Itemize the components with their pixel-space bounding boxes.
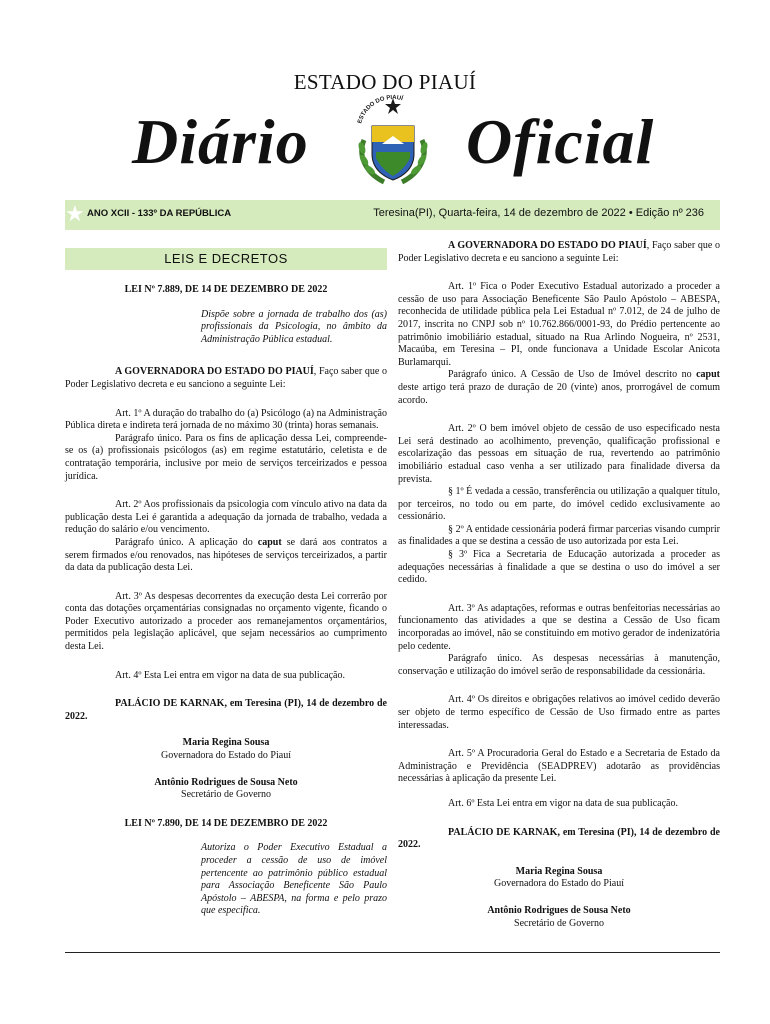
masthead-state: ESTADO DO PIAUÍ [293, 70, 477, 94]
law-title: LEI Nº 7.889, DE 14 DE DEZEMBRO DE 2022 [124, 284, 328, 295]
law-ementa: Autoriza o Poder Executivo Estadual a proceder a cessão de uso de imóvel pertencente ao patrimônio público estadual para Associação Beneficente São Paulo Apóstolo – ABESPA, na forma e pelo prazo que especifica. [201, 842, 387, 917]
paragraph: Parágrafo único. A aplicação do caput se dará aos contratos a serem firmados e/ou renovados, nas hipóteses de serviços terceirizados, a partir da data da publicação desta Lei. [65, 536, 388, 574]
header-band [65, 200, 720, 230]
state-crest-icon [350, 92, 436, 188]
preamble: A GOVERNADORA DO ESTADO DO PIAUÍ, Faço saber que o Poder Legislativo decreta e eu sanciono a seguinte Lei: [65, 366, 387, 390]
paragraph: § 3º Fica a Secretaria de Educação autorizada a proceder as adequações necessárias à finalidade a que se destina o uso do imóvel a ser cedido. [398, 549, 720, 586]
law-title: LEI Nº 7.890, DE 14 DE DEZEMBRO DE 2022 [124, 817, 328, 829]
article: Art. 2º Aos profissionais da psicologia com vínculo ativo na data da publicação desta Lei é garantida a adequação da jornada de trabalho, vedada a redução do salário e/ou vencimento. [65, 499, 387, 536]
svg-text:ESTADO DO PIAUÍ [357, 94, 404, 124]
signature: Antônio Rodrigues de Sousa Neto Secretário de Governo [154, 776, 298, 801]
paragraph: Parágrafo único. As despesas necessárias à manutenção, conservação e utilização do imóvel serão de responsabilidade da cessionária. [398, 653, 720, 677]
left-column [65, 240, 387, 938]
bottom-divider [65, 952, 720, 953]
article: Art. 4º Esta Lei entra em vigor na data de sua publicação. [115, 669, 345, 681]
preamble: A GOVERNADORA DO ESTADO DO PIAUÍ, Faço saber que o Poder Legislativo decreta e eu sanciono a seguinte Lei: [398, 240, 720, 264]
law-ementa: Dispõe sobre a jornada de trabalho dos (as) profissionais da Psicologia, no âmbito da Administração Pública estadual. [201, 308, 387, 345]
paragraph: § 1º É vedada a cessão, transferência ou utilização a qualquer título, por terceiros, no todo ou em parte, do imóvel cedido exclusivamente ao cessionário. [398, 486, 720, 523]
article: Art. 3º As adaptações, reformas e outras benfeitorias necessárias ao funcionamento das atividades a que se destina a Cessão de Uso ficam incorporadas ao imóvel, não se constituindo em motivo gerador de indenizatória pelo cedente. [398, 602, 720, 652]
signature: Maria Regina Sousa Governadora do Estado do Piauí [494, 865, 624, 890]
article: Art. 1º A duração do trabalho do (a) Psicólogo (a) na Administração Pública direta e indireta terá jornada de no máximo 30 (trinta) horas semanais. [65, 407, 387, 432]
signature: Antônio Rodrigues de Sousa Neto Secretário de Governo [487, 904, 631, 929]
edition-date: Teresina(PI), Quarta-feira, 14 de dezembro de 2022 • Edição nº 236 [373, 207, 704, 219]
star-icon: ★ [65, 201, 85, 226]
section-heading: LEIS E DECRETOS [65, 248, 387, 270]
article: Art. 5º A Procuradoria Geral do Estado e a Secretaria de Estado da Administração e Previdência (SEADPREV) adotarão as providências necessárias à aplicação da presente Lei. [398, 748, 720, 785]
article: Art. 6º Esta Lei entra em vigor na data de sua publicação. [448, 797, 678, 809]
closing: PALÁCIO DE KARNAK, em Teresina (PI), 14 de dezembro de 2022. [398, 826, 720, 851]
masthead-title-left: Diário [132, 106, 309, 177]
crest-text: ESTADO DO PIAUÍ [357, 94, 404, 125]
paragraph: Parágrafo único. Para os fins de aplicação dessa Lei, compreende-se os (a) profissionais psicólogos (as) em regime estatutário, celetista e de contratação temporária, inclusive por meio de serviços terceirizados e pessoa jurídica. [65, 432, 387, 482]
article: Art. 4º Os direitos e obrigações relativos ao imóvel cedido deverão ser objeto de termo específico de Cessão de Uso firmado entre as partes interessadas. [398, 694, 720, 731]
edition-year: ANO XCII - 133º DA REPÚBLICA [87, 208, 232, 219]
article: Art. 3º As despesas decorrentes da execução desta Lei correrão por conta das dotações orçamentárias consignadas no orçamento vigente, ficando o Poder Executivo autorizado a proceder aos remanejamentos orçamentários, permitidos pela legislação aplicável, que sejam necessários ao cumprimento desta Lei. [65, 590, 387, 653]
article: Art. 1º Fica o Poder Executivo Estadual autorizado a proceder a cessão de uso para Associação Beneficente São Paulo Apóstolo – ABESPA, reconhecida de utilidade pública pela Lei Estadual nº 7.012, de 24 de julho de 2017, inscrita no CNPJ sob nº 10.762.866/0001-93, do Prédio pertencente ao patrimônio imobiliário estadual, situado na Rua Arlindo Nogueira, nº 2531, Macaúba, em Teresina – PI, onde funcionava a Unidade Escolar Anicota Burlamarqui. [398, 281, 720, 368]
right-column [398, 240, 720, 930]
signature: Maria Regina Sousa Governadora do Estado do Piauí [161, 737, 291, 762]
paragraph: § 2º A entidade cessionária poderá firmar parcerias visando cumprir as finalidades a que se destina a cessão de uso autorizada por esta Lei. [398, 523, 720, 548]
article: Art. 2º O bem imóvel objeto de cessão de uso especificado nesta Lei será destinado ao acolhimento, prevenção, qualificação profissional e escolarização das pessoas em situação de rua, revertendo ao patrimônio imobiliário estadual caso venha a ser utilizado para finalidade diversa da prevista. [398, 423, 720, 485]
paragraph: Parágrafo único. A Cessão de Uso de Imóvel descrito no caput deste artigo terá prazo de duração de 20 (vinte) anos, prorrogável de comum acordo. [398, 369, 720, 406]
masthead-title-right: Oficial [466, 106, 655, 177]
closing: PALÁCIO DE KARNAK, em Teresina (PI), 14 de dezembro de 2022. [65, 698, 387, 722]
